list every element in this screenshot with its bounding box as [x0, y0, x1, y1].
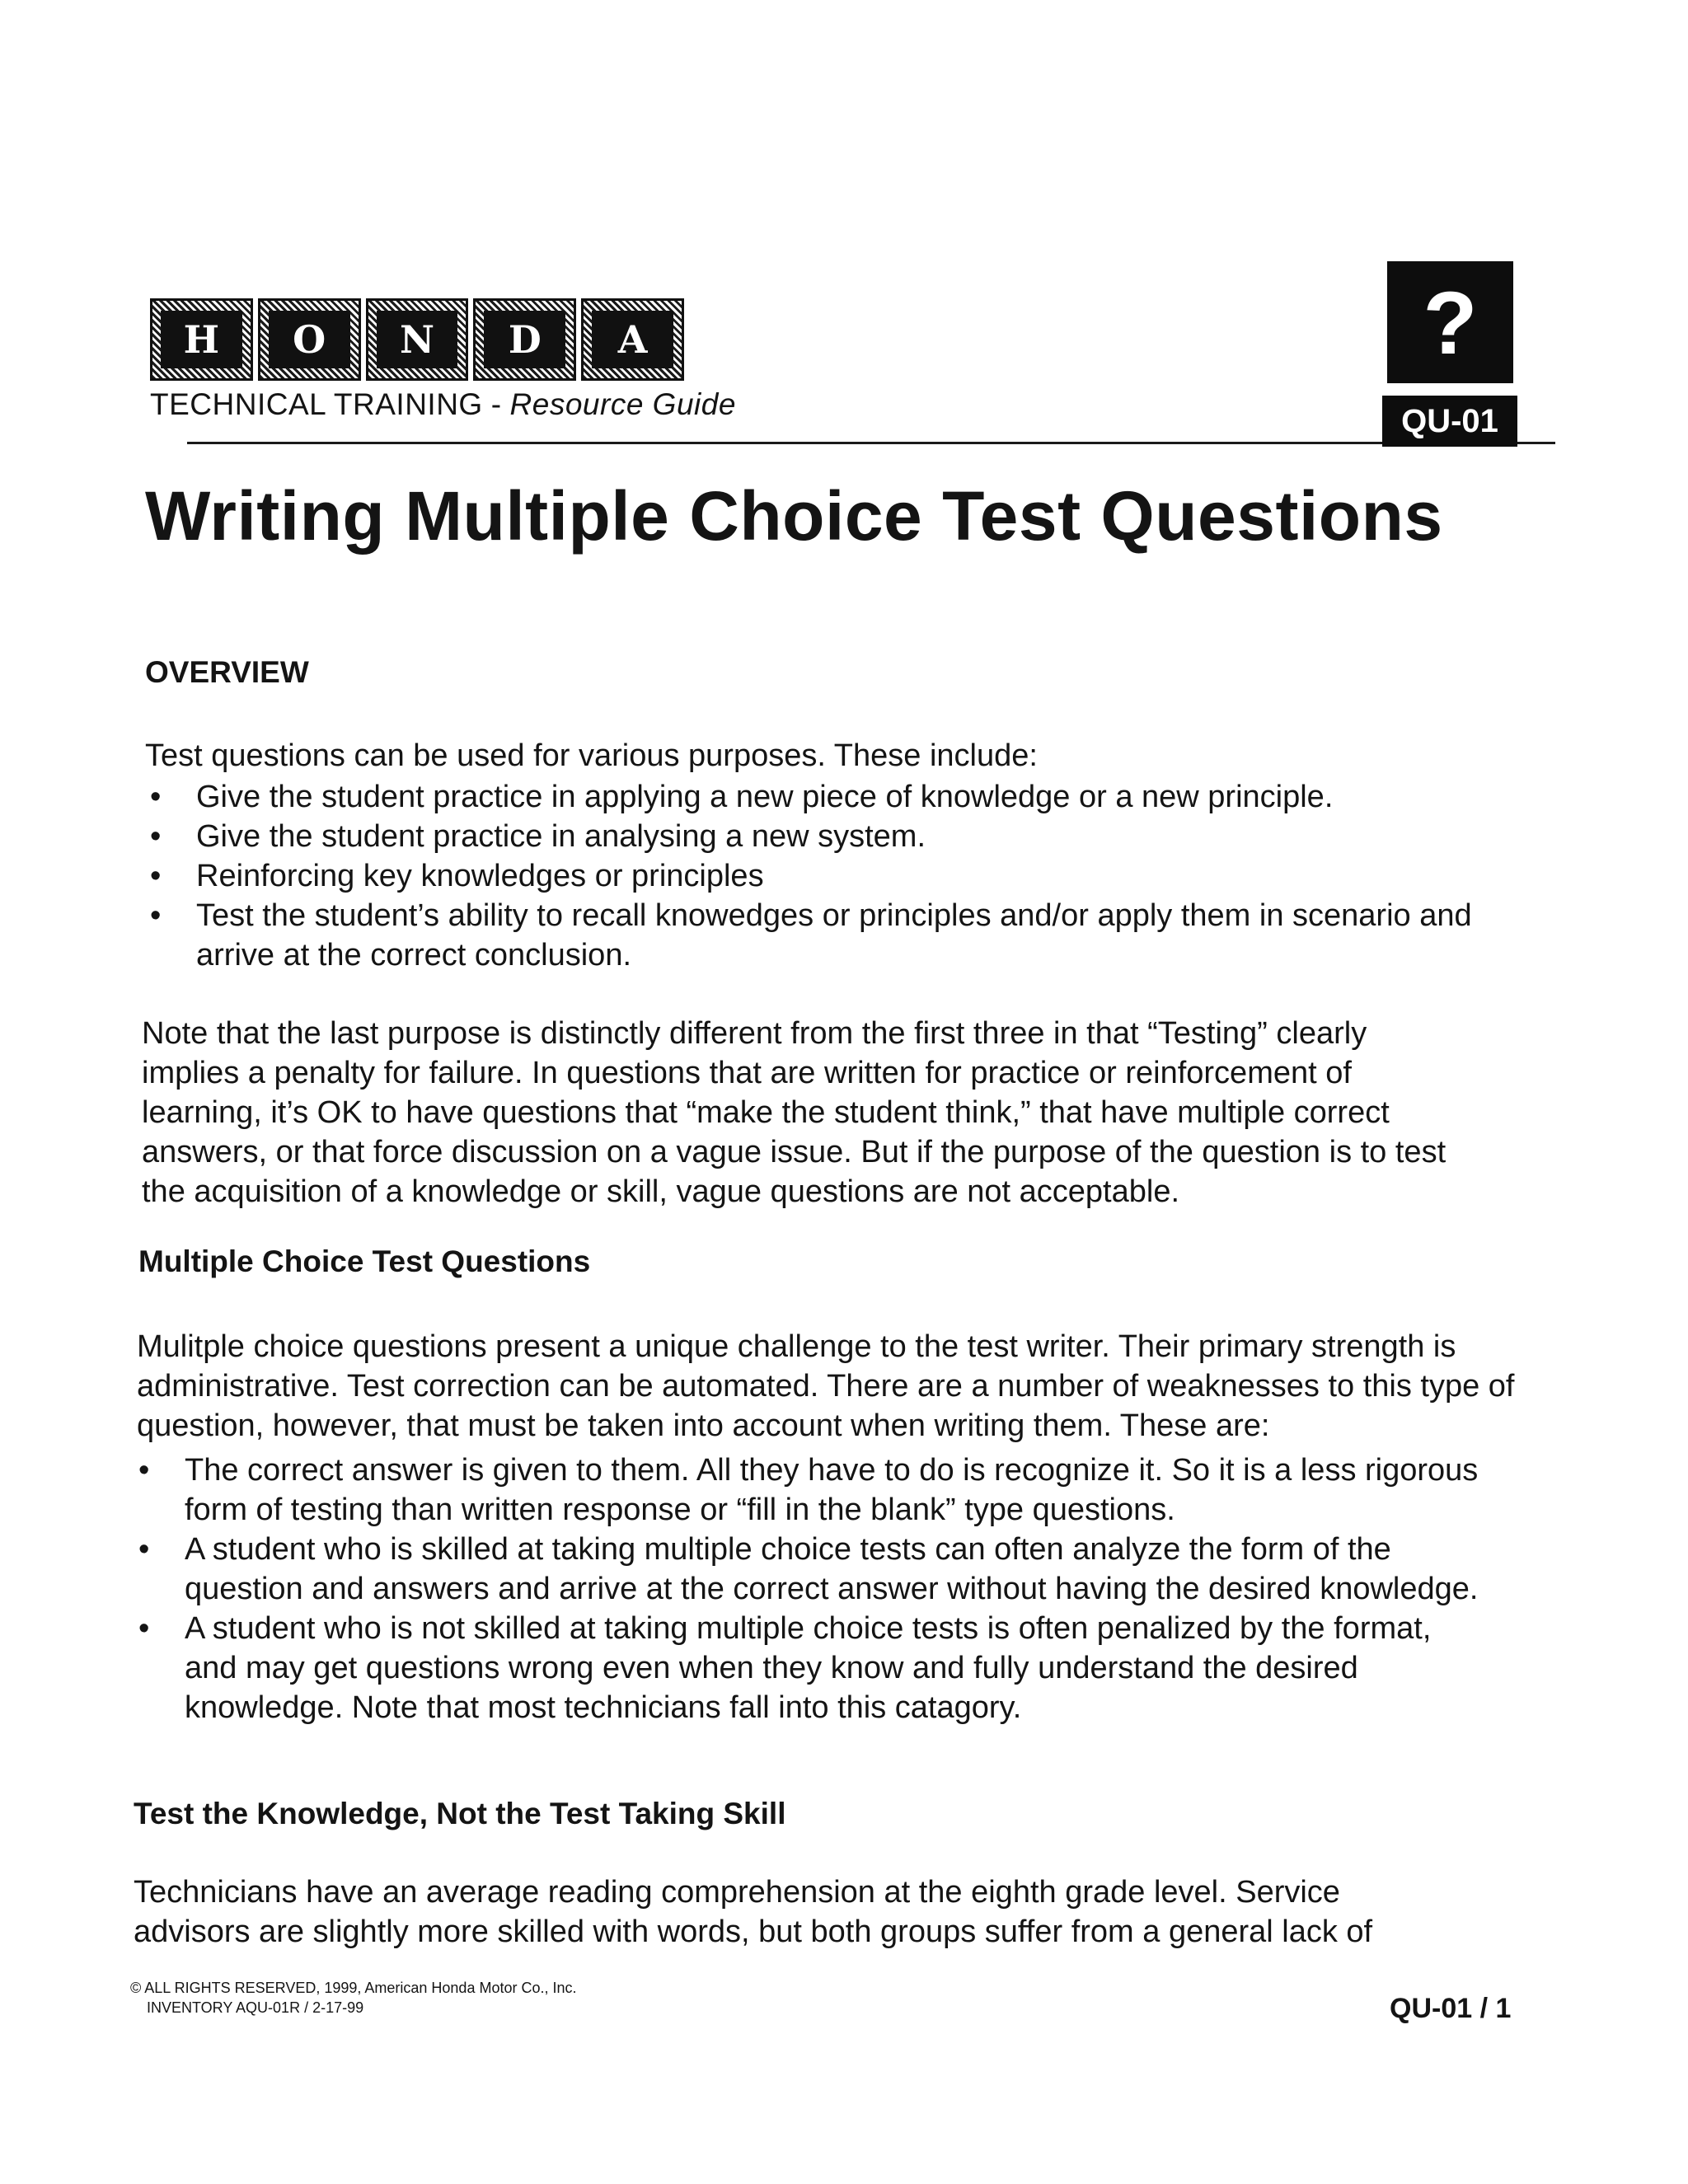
question-mark-icon: ?	[1387, 261, 1513, 383]
guide-label: Resource Guide	[509, 387, 736, 421]
header-label	[150, 387, 736, 422]
mc-heading: Multiple Choice Test Questions	[138, 1244, 591, 1278]
mc-bullet-list	[132, 1451, 1492, 1727]
list-item: • Test the student’s ability to recall knowedges or principles and/or apply them in scenario and arrive at the correct conclusion.	[143, 896, 1512, 975]
header-separator: -	[490, 387, 502, 421]
page-title: Writing Multiple Choice Test Questions	[145, 477, 1443, 555]
header-rule	[187, 442, 1555, 444]
list-item: • Give the student practice in analysing a new system.	[143, 817, 1512, 856]
list-item: • The correct answer is given to them. All they have to do is recognize it. So it is a less rigorous form of testing than written response or “fill in the blank” type questions.	[132, 1451, 1492, 1530]
rights-text: © ALL RIGHTS RESERVED, 1999, American Honda Motor Co., Inc.	[130, 1980, 577, 1996]
knowledge-heading: Test the Knowledge, Not the Test Taking Skill	[134, 1797, 786, 1830]
overview-note: Note that the last purpose is distinctly different from the first three in that “Testing” clearly implies a penalty for failure. In questions that are written for practice or reinforcement of learning, it’s OK to have questions that “make the student think,” that have multiple correct answers, or that force discussion on a vague issue. But if the purpose of the question is to test the acquisition of a knowledge or skill, vague questions are not acceptable.	[142, 1016, 1447, 1209]
footer-copyright	[130, 1978, 577, 2018]
logo-letter: A	[581, 298, 684, 381]
knowledge-text: Technicians have an average reading comprehension at the eighth grade level. Service advisors are slightly more skilled with words, but both groups suffer from a general lack of	[134, 1875, 1373, 1949]
document-code-badge: QU-01	[1382, 396, 1517, 447]
logo-letter: O	[258, 298, 361, 381]
honda-logo	[150, 298, 684, 381]
logo-letter: D	[473, 298, 576, 381]
overview-heading: OVERVIEW	[145, 655, 309, 689]
list-item: • Give the student practice in applying a new piece of knowledge or a new principle.	[143, 777, 1512, 817]
logo-letter: N	[366, 298, 469, 381]
list-item: • A student who is skilled at taking multiple choice tests can often analyze the form of the question and answers and arrive at the correct answer without having the desired knowledge.	[132, 1530, 1492, 1609]
inventory-text: INVENTORY AQU-01R / 2-17-99	[147, 1999, 364, 2016]
section-label: TECHNICAL TRAINING	[150, 387, 483, 421]
list-item: • A student who is not skilled at taking multiple choice tests is often penalized by the format, and may get questions wrong even when they know and fully understand the desired knowledge. Note that most technicians fall into this catagory.	[132, 1609, 1492, 1727]
page-number: QU-01 / 1	[1390, 1993, 1512, 2024]
logo-letter: H	[150, 298, 253, 381]
overview-bullet-list	[143, 777, 1512, 975]
overview-intro: Test questions can be used for various purposes. These include:	[145, 738, 1038, 773]
list-item: • Reinforcing key knowledges or principles	[143, 856, 1512, 896]
mc-intro: Mulitple choice questions present a unique challenge to the test writer. Their primary strength is administrative. Test correction can be automated. There are a number of weaknesses to this type of question, however, that must be taken into account when writing them. These are:	[137, 1329, 1515, 1443]
